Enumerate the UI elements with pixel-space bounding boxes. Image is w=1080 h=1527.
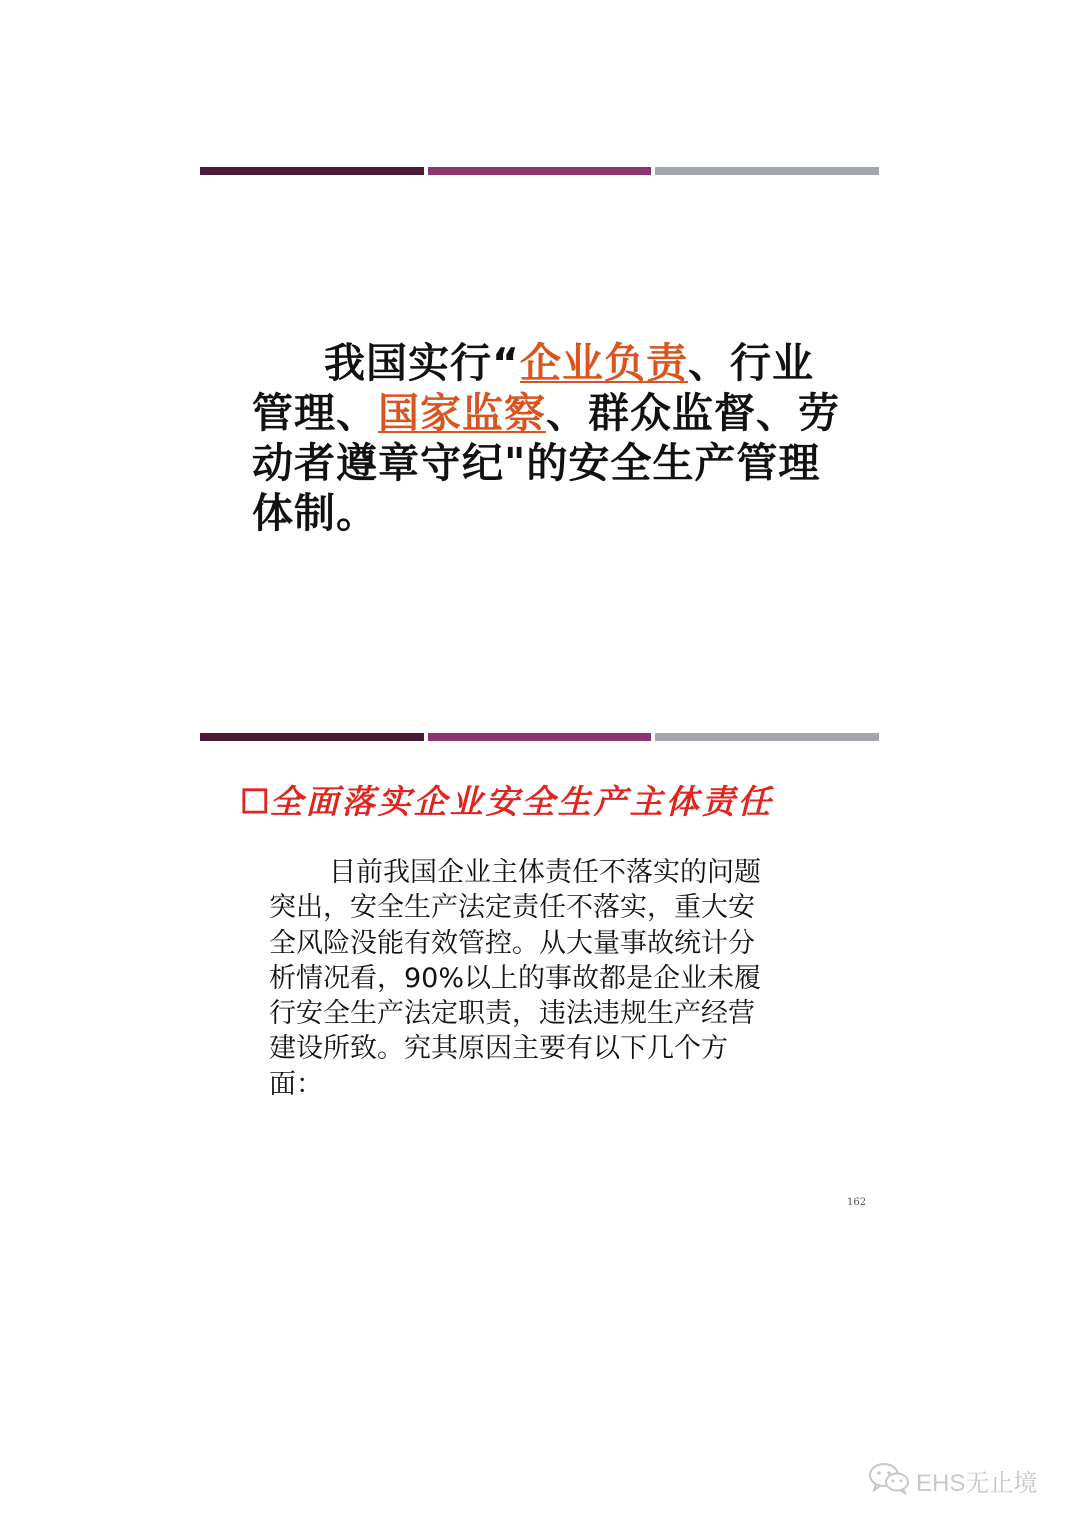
page-number: 162: [847, 1197, 867, 1208]
slide2-body-text: 目前我国企业主体责任不落实的问题突出，安全生产法定责任不落实，重大安全风险没能有效管控。从大量事故统计分析情况看，90%以上的事故都是企业未履行安全生产法定职责，违法违规生产经营建设所致。究其原因主要有以下几个方面：: [269, 857, 762, 1100]
slide2-heading: [240, 780, 774, 824]
slide1-text-start: 我国实行“: [324, 339, 520, 387]
slide1-text-middle: 、行业管理、: [252, 339, 814, 437]
slide2-body: [269, 855, 779, 1102]
slide1-paragraph: [252, 338, 852, 538]
slide1-text-end: 、群众监督、劳动者遵章守纪"的安全生产管理体制。: [252, 389, 840, 537]
checkbox-icon: ☐: [240, 782, 270, 821]
slide2-color-bar: [200, 733, 879, 741]
bar-segment-dark: [200, 733, 424, 741]
slide1-color-bar: [200, 167, 879, 175]
wechat-icon: [868, 1461, 910, 1499]
watermark: [868, 1462, 1037, 1498]
bar-segment-dark: [200, 167, 424, 175]
bar-segment-magenta: [428, 733, 652, 741]
highlight-state-supervision: 国家监察: [378, 389, 546, 437]
highlight-enterprise-responsibility: 企业负责: [519, 339, 688, 387]
slide2-heading-text: 全面落实企业安全生产主体责任: [269, 782, 774, 821]
watermark-text: EHS无止境: [916, 1469, 1038, 1497]
bar-segment-magenta: [428, 167, 652, 175]
bar-segment-gray: [655, 733, 879, 741]
bar-segment-gray: [655, 167, 879, 175]
